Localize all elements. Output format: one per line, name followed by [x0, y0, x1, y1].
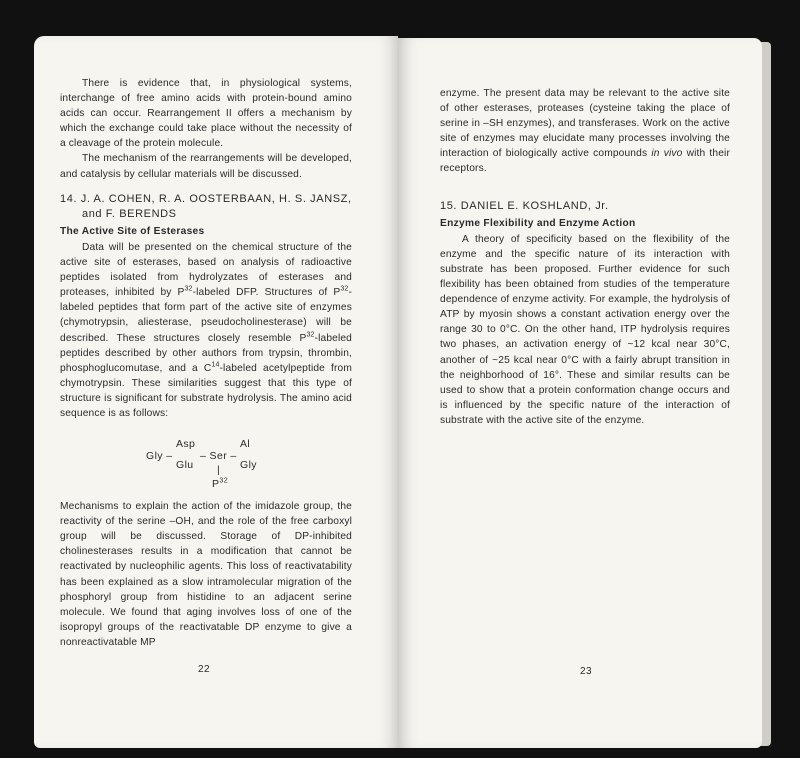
seq-gly-left: Gly – [146, 450, 173, 463]
amino-acid-sequence [60, 429, 352, 493]
abstract-14-title: The Active Site of Esterases [60, 225, 205, 237]
abstract-14-heading: 14. J. A. COHEN, R. A. OOSTERBAAN, H. S. JANSZ, and F. BERENDS [60, 192, 352, 220]
seq-bond: | [217, 464, 221, 477]
right-page [398, 38, 762, 748]
seq-ser: – Ser – [200, 450, 237, 463]
page-number-left: 22 [198, 664, 211, 675]
left-text-column [60, 76, 352, 650]
right-text-column [440, 86, 730, 428]
abstract-15-heading: 15. DANIEL E. KOSHLAND, Jr. [440, 199, 609, 212]
seq-glu: Glu [176, 459, 194, 472]
right-paragraph-1: enzyme. The present data may be relevant to the active site of other esterases, proteases (cysteine taking the place of serine in –SH enzymes), and transferases. Work on the active site of enzymes may elucidate many processes involving the interaction of biologically active compounds in vivo with their receptors. [440, 88, 730, 175]
left-paragraph-2: The mechanism of the rearrangements will be developed, and catalysis by cellular materials will be discussed. [60, 153, 352, 180]
left-paragraph-4: Mechanisms to explain the action of the imidazole group, the reactivity of the serine –OH, and the role of the free carboxyl group will be discussed. Storage of DP-inhibited cholinesterases results in a modification that cannot be reactivated by nucleophilic agents. This loss of reactivatability has been explained as a slow intramolecular migration of the phosphoryl group from histidine to an adjacent serine molecule. We found that aging involves loss of one of the isopropyl groups of the reactivatable DP enzyme to give a nonreactivatable MP [60, 501, 352, 648]
seq-asp: Asp [176, 438, 196, 451]
left-paragraph-3: Data will be presented on the chemical structure of the active site of esterases, based on analysis of radioactive peptides isolated from hydrolyzates of esterases and proteases, inhibited by $P^{32}$-labeled DFP. Structures of $P^{32}$-labeled peptides that form part of the active site of enzymes (chymotrypsin, aliesterase, pseudocholinesterase) will be described. These structures closely resemble $P^{32}$-labeled peptides described by other authors from trypsin, thrombin, phosphoglucomutase, and a $C^{14}$-labeled acetylpeptide from chymotrypsin. These similarities suggest that this type of structure is significant for substrate hydrolysis. The amino acid sequence is as follows: [60, 241, 352, 419]
seq-al: Al [240, 438, 251, 451]
abstract-15-title: Enzyme Flexibility and Enzyme Action [440, 217, 636, 229]
seq-phosphorus: $P^{32}$ [212, 477, 228, 491]
left-paragraph-1: There is evidence that, in physiological systems, interchange of free amino acids with protein-bound amino acids can occur. Rearrangement II offers a mechanism by which the exchange could take place without the necessity of a cleavage of the protein molecule. [60, 78, 352, 150]
seq-gly-right: Gly [240, 459, 257, 472]
left-page [34, 36, 398, 748]
page-number-right: 23 [580, 666, 593, 677]
right-paragraph-2: A theory of specificity based on the flexibility of the enzyme and the specific nature of its interaction with substrate has been proposed. Further evidence for such flexibility has been obtained from studies of the temperature dependence of enzyme activity. For example, the hydrolysis of ATP by myosin shows a constant activation energy over the range 30 to 0°C. On the other hand, ITP hydrolysis requires two phases, an activation energy of ~12 kcal near 30°C, another of ~25 kcal near 0°C with a fairly abrupt transition in the neighborhood of 16°. These and similar results can be used to show that a protein conformation change occurs and is influenced by the specific nature of the interaction of substrate with the active site of the enzyme. [440, 233, 730, 426]
